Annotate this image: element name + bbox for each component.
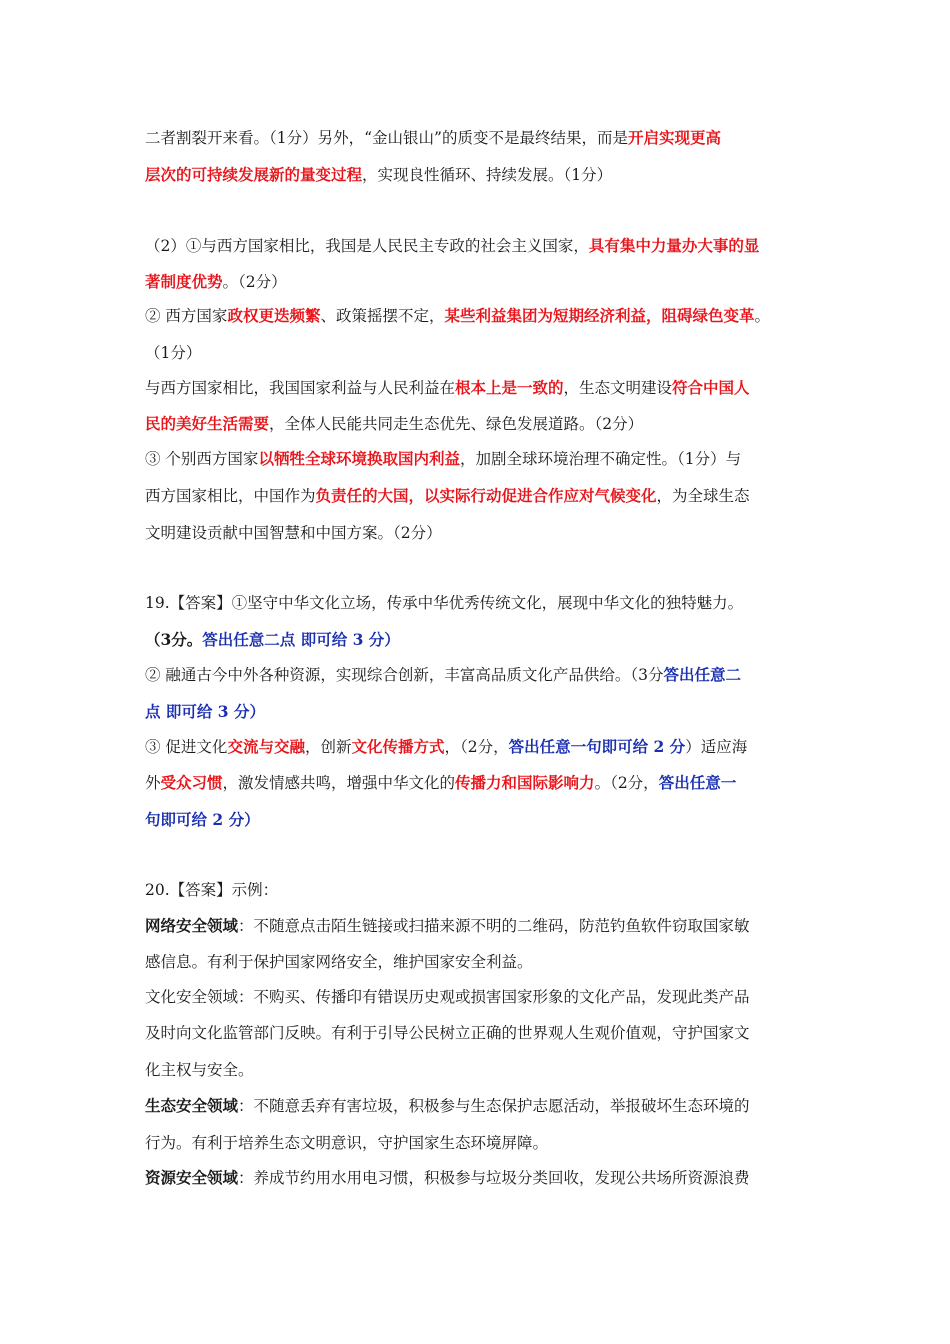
highlight-key-phrase: 具有集中力量办大事的显 xyxy=(588,236,760,255)
highlight-key-phrase: 交流与交融 xyxy=(227,737,305,756)
text-segment: ：不随意丢弃有害垃圾，积极参与生态保护志愿活动，举报破坏生态环境的 xyxy=(238,1097,750,1115)
text-segment: 。（2分， xyxy=(594,774,659,792)
text-segment: 二者割裂开来看。（1分）另外，“金山银山”的质变不是最终结果，而是 xyxy=(145,129,628,147)
highlight-key-phrase: 著制度优势 xyxy=(145,272,223,291)
highlight-key-phrase: 某些利益集团为短期经济利益，阻碍绿色变革 xyxy=(444,306,755,325)
text-line-13 xyxy=(145,630,400,650)
highlight-key-phrase: 层次的可持续发展新的量变过程 xyxy=(145,165,363,184)
text-line-14 xyxy=(145,665,741,685)
text-line-3 xyxy=(145,236,759,256)
text-segment: 西方国家相比，中国作为 xyxy=(145,487,316,505)
highlight-key-phrase: 符合中国人 xyxy=(672,378,750,397)
highlight-key-phrase: 政权更迭频繁 xyxy=(227,306,321,325)
text-line-2 xyxy=(145,165,612,185)
highlight-key-phrase: 受众习惯 xyxy=(160,773,223,792)
text-segment: ，创新 xyxy=(304,738,352,756)
text-line-8 xyxy=(145,414,643,434)
text-line-21 xyxy=(145,952,533,972)
text-segment: （1分） xyxy=(145,344,202,362)
scoring-note: 句即可给 2 分） xyxy=(145,810,260,829)
text-line-27 xyxy=(145,1168,750,1188)
text-segment: ：养成节约用水用电习惯，积极参与垃圾分类回收，发现公共场所资源浪费 xyxy=(238,1169,750,1187)
text-line-7 xyxy=(145,378,750,398)
highlight-key-phrase: 负责任的大国，以实际行动促进合作应对气候变化 xyxy=(315,486,657,505)
text-segment: （2）①与西方国家相比，我国是人民民主专政的社会主义国家， xyxy=(145,237,589,255)
scoring-note: 答出任意二点 即可给 3 分） xyxy=(202,630,400,649)
scoring-note: 答出任意一句即可给 2 分 xyxy=(508,737,686,756)
text-segment: 及时向文化监管部门反映。有利于引导公民树立正确的世界观人生观价值观，守护国家文 xyxy=(145,1024,750,1042)
text-line-24 xyxy=(145,1060,254,1080)
text-line-12 xyxy=(145,593,743,613)
bold-label: 生态安全领域 xyxy=(145,1096,239,1115)
text-segment: 、政策摇摆不定， xyxy=(320,307,445,325)
text-line-22 xyxy=(145,987,750,1007)
text-line-26 xyxy=(145,1133,548,1153)
text-line-19 xyxy=(145,880,278,900)
highlight-key-phrase: 传播力和国际影响力 xyxy=(455,773,595,792)
text-segment: ③ 个别西方国家 xyxy=(145,450,259,468)
text-segment: ，激发情感共鸣，增强中华文化的 xyxy=(222,774,456,792)
text-line-25 xyxy=(145,1096,750,1116)
bold-label: 资源安全领域 xyxy=(145,1168,239,1187)
text-line-10 xyxy=(145,486,750,506)
text-segment: 。 xyxy=(754,307,770,325)
text-line-16 xyxy=(145,737,747,757)
text-segment: 感信息。有利于保护国家网络安全，维护国家安全利益。 xyxy=(145,953,533,971)
text-line-15 xyxy=(145,702,265,722)
scoring-note: 答出任意一 xyxy=(658,773,737,792)
text-segment: ② 融通古今中外各种资源，实现综合创新，丰富高品质文化产品供给。（3分 xyxy=(145,666,664,684)
highlight-key-phrase: 民的美好生活需要 xyxy=(145,414,270,433)
highlight-key-phrase: 文化传播方式 xyxy=(351,737,445,756)
text-segment: 行为。有利于培养生态文明意识，守护国家生态环境屏障。 xyxy=(145,1134,549,1152)
text-segment: ，全体人民能共同走生态优先、绿色发展道路。（2分） xyxy=(269,415,644,433)
text-line-23 xyxy=(145,1023,750,1043)
scoring-note: 答出任意二 xyxy=(663,665,742,684)
text-segment: ② 西方国家 xyxy=(145,307,228,325)
bold-label: 网络安全领域 xyxy=(145,916,239,935)
text-line-17 xyxy=(145,773,736,793)
text-segment: 化主权与安全。 xyxy=(145,1061,254,1079)
text-segment: ③ 促进文化 xyxy=(145,738,228,756)
text-line-1 xyxy=(145,128,721,148)
text-segment: 19.【答案】①坚守中华文化立场，传承中华优秀传统文化，展现中华文化的独特魅力。 xyxy=(145,594,744,612)
text-segment: 文化安全领域：不购买、传播印有错误历史观或损害国家形象的文化产品，发现此类产品 xyxy=(145,988,750,1006)
text-line-9 xyxy=(145,449,741,469)
text-segment: ，生态文明建设 xyxy=(563,379,673,397)
text-segment: ，（2分， xyxy=(444,738,509,756)
highlight-key-phrase: 开启实现更高 xyxy=(627,128,721,147)
text-segment: ：不随意点击陌生链接或扫描来源不明的二维码，防范钓鱼软件窃取国家敏 xyxy=(238,917,750,935)
scoring-note: 点 即可给 3 分） xyxy=(145,702,265,721)
text-line-20 xyxy=(145,916,750,936)
text-line-6 xyxy=(145,343,201,363)
text-segment: 。（2分） xyxy=(222,273,287,291)
bold-label: （3分。 xyxy=(145,630,203,649)
text-segment: ，为全球生态 xyxy=(656,487,750,505)
text-segment: 20.【答案】示例： xyxy=(145,881,279,899)
text-segment: ，加剧全球环境治理不确定性。（1分）与 xyxy=(459,450,742,468)
text-line-11 xyxy=(145,523,442,543)
text-segment: ）适应海 xyxy=(685,738,748,756)
text-segment: ，实现良性循环、持续发展。（1分） xyxy=(362,166,613,184)
text-line-4 xyxy=(145,272,287,292)
text-segment: 与西方国家相比，我国国家利益与人民利益在 xyxy=(145,379,456,397)
highlight-key-phrase: 根本上是一致的 xyxy=(455,378,564,397)
highlight-key-phrase: 以牺牲全球环境换取国内利益 xyxy=(258,449,460,468)
text-segment: 外 xyxy=(145,774,161,792)
text-line-18 xyxy=(145,810,260,830)
text-line-5 xyxy=(145,306,770,326)
text-segment: 文明建设贡献中国智慧和中国方案。（2分） xyxy=(145,524,442,542)
